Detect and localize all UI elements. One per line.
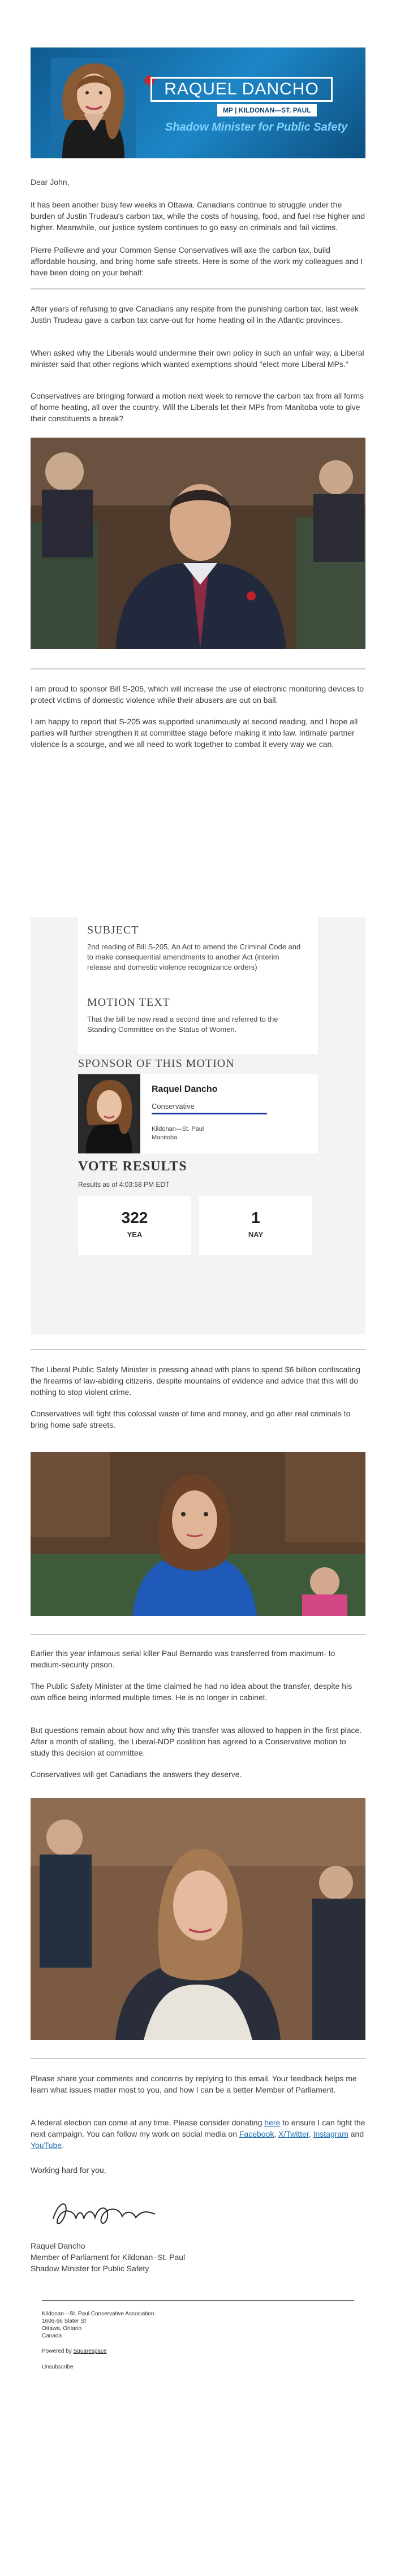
banner-mp-name: RAQUEL DANCHO	[150, 77, 333, 102]
vote-results-heading: VOTE RESULTS	[78, 1159, 187, 1174]
house-of-commons-photo-leader	[31, 438, 365, 649]
vote-results-time: Results as of 4:03:58 PM EDT	[78, 1181, 170, 1188]
bernardo-paragraph-3: But questions remain about how and why this transfer was allowed to happen in the first place. After a month of stalling, the Liberal-NDP coalition has agreed to a Conservative motion to study this decision at committee.	[31, 1726, 362, 1757]
youtube-link[interactable]: YouTube	[31, 2141, 62, 2150]
section-divider	[31, 1349, 365, 1350]
bernardo-paragraph-2: The Public Safety Minister at the time claimed he had no idea about the transfer, despite his own office being informed multiple times. He is no longer in cabinet.	[31, 1682, 352, 1702]
signature-title-1: Member of Parliament for Kildonan–St. Paul	[31, 2253, 186, 2262]
footer-address: 1606-66 Slater St	[42, 2318, 86, 2324]
footer-divider	[42, 2300, 354, 2301]
footer-org: Kildonan—St. Paul Conservative Association	[42, 2311, 154, 2317]
separator: ,	[274, 2129, 279, 2138]
signature-name: Raquel Dancho	[31, 2241, 85, 2250]
yea-box	[78, 1196, 191, 1255]
yea-count: 322	[121, 1209, 148, 1226]
nay-label: NAY	[248, 1230, 264, 1239]
subject-text: 2nd reading of Bill S-205, An Act to amend the Criminal Code and to make consequential amendments to another Act (interim release and domestic violence recognizance orders)	[87, 943, 301, 971]
section-divider	[31, 2058, 365, 2059]
sponsor-riding: Kildonan—St. Paul	[152, 1126, 204, 1133]
greeting: Dear John,	[31, 178, 70, 187]
handwritten-signature	[48, 2194, 161, 2233]
powered-by-text: Powered by	[42, 2348, 74, 2354]
sponsor-party: Conservative	[152, 1102, 195, 1110]
header-banner	[31, 47, 365, 158]
separator: ,	[308, 2129, 313, 2138]
bill-paragraph-1: I am proud to sponsor Bill S-205, which will increase the use of electronic monitoring devices to protect victims of domestic violence while their abusers are out on bail.	[31, 684, 364, 704]
party-color-bar	[152, 1113, 267, 1114]
sponsor-province: Manitoba	[152, 1134, 178, 1141]
section-divider	[31, 288, 365, 289]
squarespace-link[interactable]: Squarespace	[73, 2348, 107, 2354]
powered-by	[42, 2348, 107, 2355]
footer-country: Canada	[42, 2333, 62, 2339]
section-divider	[31, 668, 365, 669]
house-of-commons-photo-mp-debate	[31, 1798, 365, 2040]
nay-count: 1	[251, 1209, 260, 1226]
donate-text: A federal election can come at any time. Please consider donating	[31, 2118, 265, 2127]
nay-box	[199, 1196, 312, 1255]
house-of-commons-photo-mp-speaking	[31, 1452, 365, 1616]
carbon-paragraph-3: Conservatives are bringing forward a motion next week to remove the carbon tax from all forms of home heating, all over the country. Will the Liberals let their MPs from Manitoba vote to give their constituents a break?	[31, 391, 364, 423]
sponsor-name: Raquel Dancho	[152, 1084, 218, 1094]
carbon-paragraph-1: After years of refusing to give Canadians any respite from the punishing carbon tax, last week Justin Trudeau gave a carbon tax carve-out for home heating oil in the Atlantic provinces.	[31, 304, 359, 325]
mp-portrait-image	[51, 58, 136, 158]
yea-label: YEA	[127, 1230, 143, 1239]
signature-title-2: Shadow Minister for Public Safety	[31, 2264, 149, 2273]
motion-heading: MOTION TEXT	[87, 996, 170, 1009]
bernardo-paragraph-4: Conservatives will get Canadians the answers they deserve.	[31, 1770, 242, 1779]
sponsor-heading: SPONSOR OF THIS MOTION	[78, 1057, 235, 1070]
section-divider	[31, 1634, 365, 1635]
donate-link[interactable]: here	[264, 2118, 281, 2127]
bill-vote-card	[31, 917, 365, 1334]
separator: and	[348, 2129, 364, 2138]
sponsor-portrait-image	[78, 1074, 140, 1153]
firearms-paragraph-1: The Liberal Public Safety Minister is pressing ahead with plans to spend $6 billion confiscating the firearms of law-abiding citizens, despite mountains of evidence and advice that this will do nothing to stop violent crime.	[31, 1365, 360, 1397]
instagram-link[interactable]: Instagram	[313, 2129, 348, 2138]
separator: .	[62, 2141, 64, 2150]
firearms-paragraph-2: Conservatives will fight this colossal waste of time and money, and go after real criminals to bring home safe streets.	[31, 1409, 351, 1429]
social-text: to ensure I can fight the next campaign. You can follow my work on social media on	[31, 2118, 365, 2138]
facebook-link[interactable]: Facebook	[239, 2129, 274, 2138]
twitter-link[interactable]: X/Twitter	[278, 2129, 309, 2138]
intro-paragraph-1: It has been another busy few weeks in Ottawa. Canadians continue to struggle under the burden of Justin Trudeau's carbon tax, while the costs of housing, food, and fuel rise higher and higher. Meanwhile, our justice system continues to go easy on criminals and fail victims.	[31, 200, 365, 232]
footer-city: Ottawa, Ontario	[42, 2326, 82, 2332]
banner-riding-badge: MP | KILDONAN—ST. PAUL	[217, 104, 317, 116]
subject-heading: SUBJECT	[87, 924, 139, 936]
unsubscribe-link[interactable]: Unsubscribe	[42, 2364, 74, 2370]
bill-paragraph-2: I am happy to report that S-205 was supported unanimously at second reading, and I hope all parties will further strengthen it at committee stage before making it into law. Intimate partner violence is a scourge, and we all need to work together to combat it every way we can.	[31, 717, 358, 749]
banner-role-title: Shadow Minister for Public Safety	[165, 121, 348, 133]
motion-text: That the bill be now read a second time and referred to the Standing Committee on the Status of Women.	[87, 1015, 278, 1034]
signoff: Working hard for you,	[31, 2166, 106, 2175]
carbon-paragraph-2: When asked why the Liberals would undermine their own policy in such an unfair way, a Liberal minister said that other regions which wanted exemptions should "elect more Liberal MPs."	[31, 348, 364, 369]
intro-paragraph-2: Pierre Poilievre and your Common Sense Conservatives will axe the carbon tax, build affordable housing, and bring home safe streets. Here is some of the work my colleagues and I have been doing on your behalf:	[31, 245, 363, 277]
closing-paragraph-2	[31, 2117, 365, 2151]
closing-paragraph-1: Please share your comments and concerns by replying to this email. Your feedback helps me learn what issues matter most to you, and how I can be a better Member of Parliament.	[31, 2074, 357, 2094]
bernardo-paragraph-1: Earlier this year infamous serial killer Paul Bernardo was transferred from maximum- to medium-security prison.	[31, 1649, 335, 1669]
